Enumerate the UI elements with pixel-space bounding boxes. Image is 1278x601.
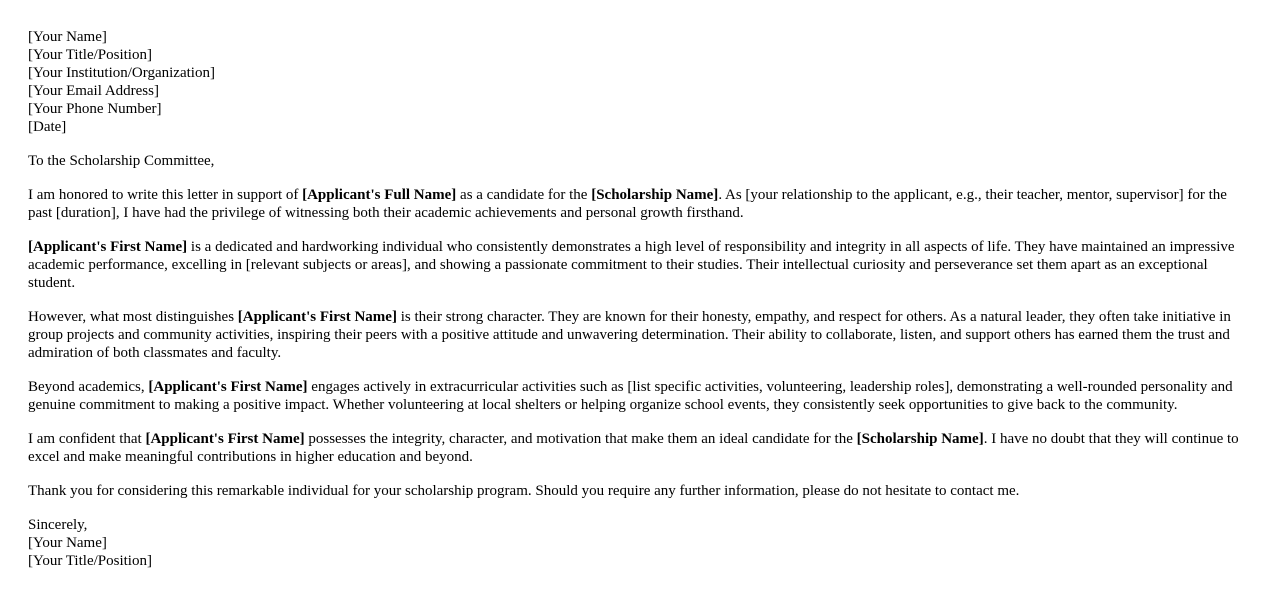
closing-block <box>28 516 1250 570</box>
paragraph-academics <box>28 238 1250 292</box>
closing-signoff: Sincerely, <box>28 517 88 533</box>
p5-text-3: . I have no doubt that they will continue to excel and make meaningful contributions in higher education and beyond. <box>28 431 1239 465</box>
p5-text-1: I am confident that <box>28 431 146 447</box>
p1-text-2: as a candidate for the <box>456 187 592 203</box>
sender-email: [Your Email Address] <box>28 83 159 99</box>
closing-name: [Your Name] <box>28 535 107 551</box>
p1-applicant-full-name: [Applicant's Full Name] <box>302 187 457 203</box>
sender-name: [Your Name] <box>28 29 107 45</box>
p5-text-2: possesses the integrity, character, and motivation that make them an ideal candidate for the <box>304 431 857 447</box>
p3-text-2: is their strong character. They are known for their honesty, empathy, and respect for others. As a natural leader, they often take initiative in group projects and community activities, inspiring their peers with a positive attitude and unwavering determination. Their ability to collaborate, listen, and support others has earned them the trust and admiration of both classmates and faculty. <box>28 309 1231 361</box>
p3-applicant-first-name: [Applicant's First Name] <box>237 309 397 325</box>
paragraph-character <box>28 308 1250 362</box>
paragraph-thanks <box>28 482 1250 500</box>
closing-title: [Your Title/Position] <box>28 553 152 569</box>
p2-text-1: is a dedicated and hardworking individual who consistently demonstrates a high level of responsibility and integrity in all aspects of life. They have maintained an impressive academic performance, excelling in [relevant subjects or areas], and showing a passionate commitment to their studies. Their intellectual curiosity and perseverance set them apart as an exceptional student. <box>28 239 1235 291</box>
sender-info-block <box>28 28 1250 136</box>
letter-date: [Date] <box>28 119 67 135</box>
sender-institution: [Your Institution/Organization] <box>28 65 215 81</box>
paragraph-confidence <box>28 430 1250 466</box>
p1-text-1: I am honored to write this letter in support of <box>28 187 303 203</box>
p1-scholarship-name: [Scholarship Name] <box>591 187 719 203</box>
salutation: To the Scholarship Committee, <box>28 153 215 169</box>
p4-applicant-first-name: [Applicant's First Name] <box>148 379 308 395</box>
p5-applicant-first-name: [Applicant's First Name] <box>145 431 305 447</box>
p1-text-3: . As [your relationship to the applicant, e.g., their teacher, mentor, supervisor] for the past [duration], I have had the privilege of witnessing both their academic achievements and personal growth firsthand. <box>28 187 1227 221</box>
p5-scholarship-name: [Scholarship Name] <box>856 431 984 447</box>
paragraph-extracurricular <box>28 378 1250 414</box>
p6-text-1: Thank you for considering this remarkable individual for your scholarship program. Should you require any further information, please do not hesitate to contact me. <box>28 483 1020 499</box>
p3-text-1: However, what most distinguishes <box>28 309 238 325</box>
paragraph-introduction <box>28 186 1250 222</box>
p4-text-1: Beyond academics, <box>28 379 149 395</box>
p2-applicant-first-name: [Applicant's First Name] <box>28 239 188 255</box>
p4-text-2: engages actively in extracurricular activities such as [list specific activities, volunteering, leadership roles], demonstrating a well-rounded personality and genuine commitment to making a positive impact. Whether volunteering at local shelters or helping organize school events, they consistently seek opportunities to give back to the community. <box>28 379 1233 413</box>
sender-title: [Your Title/Position] <box>28 47 152 63</box>
sender-phone: [Your Phone Number] <box>28 101 162 117</box>
